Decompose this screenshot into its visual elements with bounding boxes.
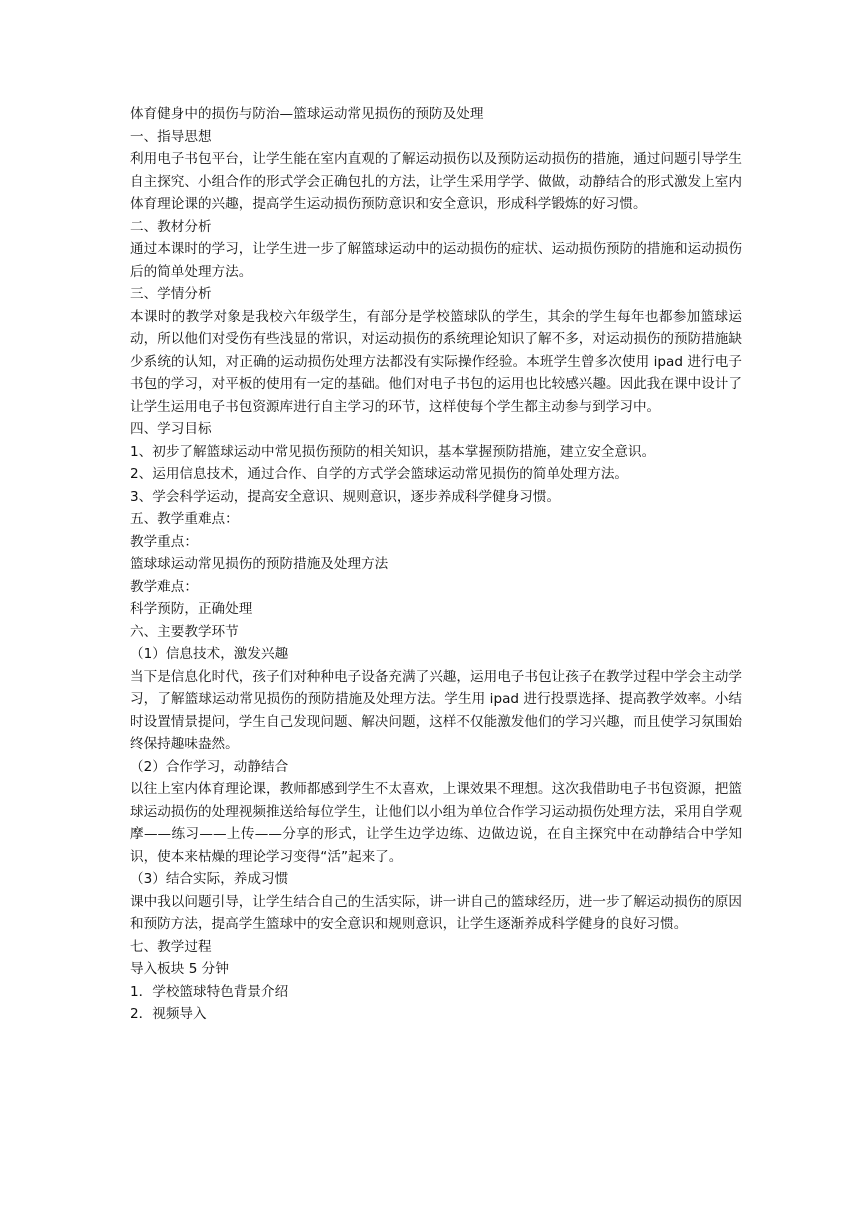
paragraph: 以往上室内体育理论课，教师都感到学生不太喜欢，上课效果不理想。这次我借助电子书包资源，把篮球运动损伤的处理视频推送给每位学生，让他们以小组为单位合作学习运动损伤处理方法，采用自学观摩——练习——上传——分享的形式，让学生边学边练、边做边说，在自主探究中在动静结合中学知识，使本来枯燥的理论学习变得“活”起来了。 bbox=[130, 781, 742, 865]
list-item: 2．视频导入 bbox=[130, 1006, 207, 1022]
paragraph: 当下是信息化时代，孩子们对种种电子设备充满了兴趣，运用电子书包让孩子在教学过程中学会主动学习，了解篮球运动常见损伤的预防措施及处理方法。学生用 ipad 进行投票选择、提高教学效率。小结时设置情景提问，学生自己发现问题、解决问题，这样不仅能激发他们的学习兴趣，而且使学习氛围始终保持趣味盎然。 bbox=[130, 668, 742, 752]
section-heading: 三、学情分析 bbox=[130, 286, 212, 302]
section-heading: 五、教学重难点： bbox=[130, 511, 239, 527]
list-item: 1．学校篮球特色背景介绍 bbox=[130, 983, 289, 1000]
subheading: 教学重点： bbox=[130, 533, 198, 550]
section-heading: 二、教材分析 bbox=[130, 218, 212, 235]
paragraph: 利用电子书包平台，让学生能在室内直观的了解运动损伤以及预防运动损伤的措施，通过问题引导学生自主探究、小组合作的形式学会正确包扎的方法，让学生采用学学、做做，动静结合的形式激发上室内体育理论课的兴趣，提高学生运动损伤预防意识和安全意识，形成科学锻炼的好习惯。 bbox=[130, 151, 742, 212]
paragraph: 通过本课时的学习，让学生进一步了解篮球运动中的运动损伤的症状、运动损伤预防的措施和运动损伤后的简单处理方法。 bbox=[130, 241, 742, 280]
subheading: （1）信息技术，激发兴趣 bbox=[130, 646, 289, 662]
subheading: （3）结合实际，养成习惯 bbox=[130, 871, 289, 887]
paragraph: 篮球球运动常见损伤的预防措施及处理方法 bbox=[130, 556, 389, 572]
list-item: 2、运用信息技术，通过合作、自学的方式学会篮球运动常见损伤的简单处理方法。 bbox=[130, 466, 629, 482]
section-heading: 七、教学过程 bbox=[130, 938, 212, 955]
subheading: （2）合作学习，动静结合 bbox=[130, 758, 289, 775]
section-heading: 四、学习目标 bbox=[130, 421, 212, 437]
paragraph: 科学预防，正确处理 bbox=[130, 601, 253, 617]
document-title: 体育健身中的损伤与防治—篮球运动常见损伤的预防及处理 bbox=[130, 106, 484, 122]
paragraph: 导入板块 5 分钟 bbox=[130, 961, 229, 977]
subheading: 教学难点： bbox=[130, 578, 198, 595]
document-page bbox=[130, 103, 742, 1026]
paragraph: 本课时的教学对象是我校六年级学生，有部分是学校篮球队的学生，其余的学生每年也都参加篮球运动，所以他们对受伤有些浅显的常识，对运动损伤的系统理论知识了解不多，对运动损伤的预防措施缺少系统的认知，对正确的运动损伤处理方法都没有实际操作经验。本班学生曾多次使用 ipad 进行电子书包的学习，对平板的使用有一定的基础。他们对电子书包的运用也比较感兴趣。因此我在课中设计了让学生运用电子书包资源库进行自主学习的环节，这样使每个学生都主动参与到学习中。 bbox=[130, 308, 742, 415]
paragraph: 课中我以问题引导，让学生结合自己的生活实际，讲一讲自己的篮球经历，进一步了解运动损伤的原因和预防方法，提高学生篮球中的安全意识和规则意识，让学生逐渐养成科学健身的良好习惯。 bbox=[130, 893, 742, 932]
section-heading: 六、主要教学环节 bbox=[130, 623, 239, 640]
list-item: 1、初步了解篮球运动中常见损伤预防的相关知识，基本掌握预防措施，建立安全意识。 bbox=[130, 443, 656, 460]
list-item: 3、学会科学运动，提高安全意识、规则意识，逐步养成科学健身习惯。 bbox=[130, 488, 561, 505]
section-heading: 一、指导思想 bbox=[130, 128, 212, 145]
